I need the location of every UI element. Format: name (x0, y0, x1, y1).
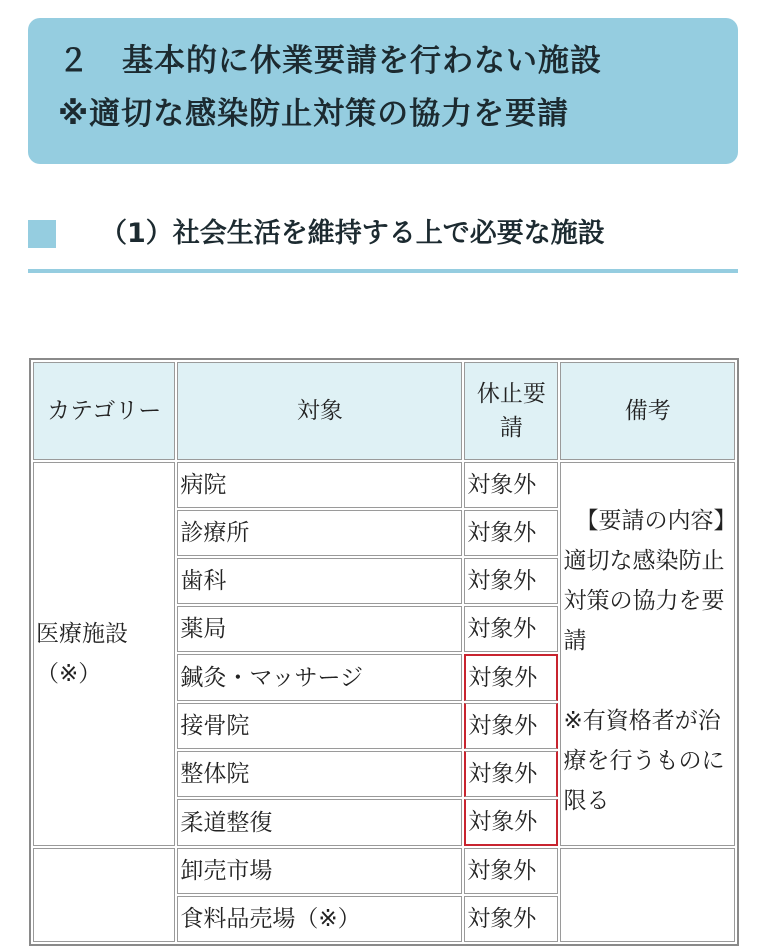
header-remarks: 備考 (560, 362, 735, 460)
divider (28, 269, 738, 273)
remarks-body: 適切な感染防止対策の協力を要請 (563, 548, 725, 654)
target-cell: 鍼灸・マッサージ (177, 654, 462, 701)
remarks-cell (560, 848, 735, 942)
remarks-note: ※有資格者が治療を行うものに限る (563, 708, 725, 814)
subsection-heading (28, 212, 738, 276)
subsection-title: （1）社会生活を維持する上で必要な施設 (100, 218, 605, 249)
status-cell-highlighted: 対象外 (464, 703, 558, 749)
square-marker-icon (28, 220, 56, 248)
header-category: カテゴリー (33, 362, 175, 460)
status-cell: 対象外 (464, 510, 558, 556)
target-cell: 薬局 (177, 606, 462, 652)
status-cell: 対象外 (464, 848, 558, 894)
target-cell: 病院 (177, 462, 462, 508)
section-note: ※適切な感染防止対策の協力を要請 (58, 96, 570, 132)
status-cell-highlighted: 対象外 (464, 751, 558, 797)
header-suspension: 休止要請 (464, 362, 558, 460)
facilities-table-container (29, 358, 739, 946)
table-header-row (33, 362, 735, 460)
category-cell (33, 848, 175, 942)
category-cell: 医療施設（※） (33, 462, 175, 846)
remarks-title: 【要請の内容】 (575, 508, 737, 534)
target-cell: 整体院 (177, 751, 462, 797)
facilities-table (29, 358, 739, 946)
status-cell: 対象外 (464, 462, 558, 508)
status-cell: 対象外 (464, 558, 558, 604)
header-target: 対象 (177, 362, 462, 460)
status-cell-highlighted: 対象外 (464, 654, 558, 701)
table-row (33, 848, 735, 894)
remarks-cell (560, 462, 735, 846)
target-cell: 食料品売場（※） (177, 896, 462, 942)
target-cell: 接骨院 (177, 703, 462, 749)
section-heading (28, 18, 738, 164)
target-cell: 歯科 (177, 558, 462, 604)
table-row (33, 462, 735, 508)
status-cell: 対象外 (464, 896, 558, 942)
target-cell: 卸売市場 (177, 848, 462, 894)
section-title: ２ 基本的に休業要請を行わない施設 (58, 43, 602, 79)
target-cell: 柔道整復 (177, 799, 462, 846)
status-cell: 対象外 (464, 606, 558, 652)
status-cell-highlighted: 対象外 (464, 799, 558, 846)
target-cell: 診療所 (177, 510, 462, 556)
